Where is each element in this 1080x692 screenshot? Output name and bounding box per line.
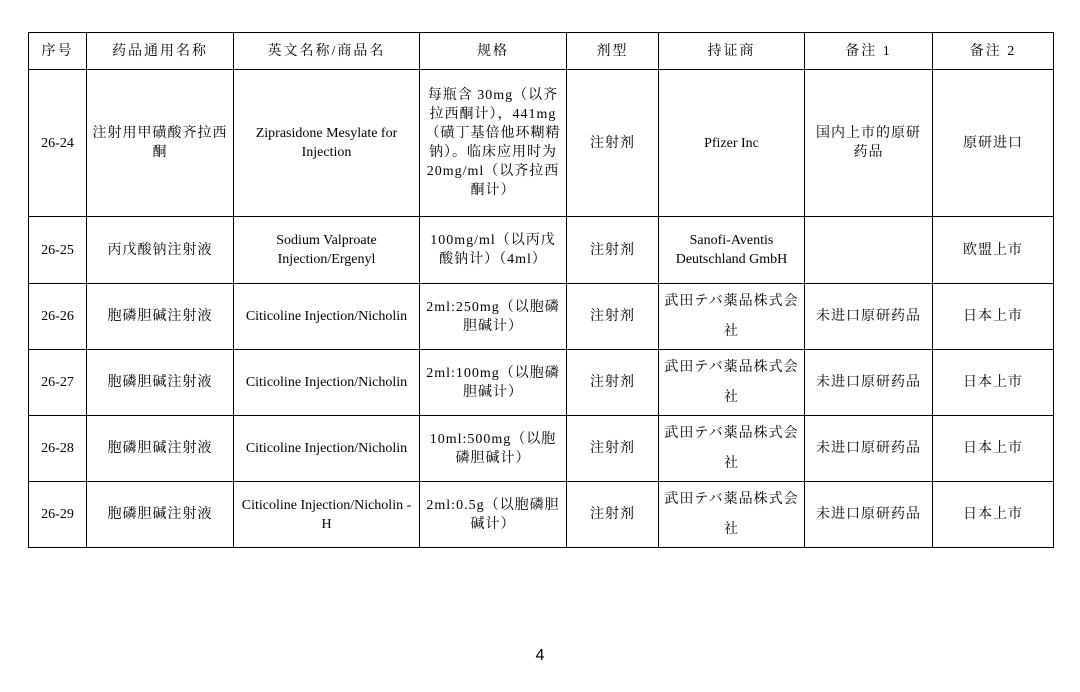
row-english-name: Sodium Valproate Injection/Ergenyl — [234, 217, 420, 284]
row-holder — [659, 416, 805, 482]
row-note1: 未进口原研药品 — [805, 284, 933, 350]
row-holder: Sanofi-Aventis Deutschland GmbH — [659, 217, 805, 284]
row-generic-name: 胞磷胆碱注射液 — [87, 284, 234, 350]
row-english-name: Citicoline Injection/Nicholin -H — [234, 482, 420, 548]
row-id: 26-27 — [29, 350, 87, 416]
table-row — [29, 482, 1054, 548]
row-holder: Pfizer Inc — [659, 70, 805, 217]
row-spec: 2ml:100mg（以胞磷胆碱计） — [420, 350, 567, 416]
table-row — [29, 416, 1054, 482]
row-generic-name: 胞磷胆碱注射液 — [87, 350, 234, 416]
header-cell-note2: 备注 2 — [933, 33, 1054, 70]
row-generic-name: 注射用甲磺酸齐拉西酮 — [87, 70, 234, 217]
row-note1 — [805, 217, 933, 284]
row-id: 26-29 — [29, 482, 87, 548]
row-id: 26-25 — [29, 217, 87, 284]
row-dosage-form: 注射剂 — [567, 350, 659, 416]
drug-table — [28, 32, 1054, 548]
header-cell-note1: 备注 1 — [805, 33, 933, 70]
row-dosage-form: 注射剂 — [567, 217, 659, 284]
row-note2: 日本上市 — [933, 350, 1054, 416]
row-generic-name: 丙戊酸钠注射液 — [87, 217, 234, 284]
row-spec: 10ml:500mg（以胞磷胆碱计） — [420, 416, 567, 482]
row-holder — [659, 350, 805, 416]
row-spec: 每瓶含 30mg（以齐拉西酮计），441mg（磺丁基倍他环糊精钠）。临床应用时为 20mg/ml（以齐拉西酮计） — [420, 70, 567, 217]
row-id: 26-26 — [29, 284, 87, 350]
row-english-name: Citicoline Injection/Nicholin — [234, 284, 420, 350]
header-cell-dosage-form: 剂型 — [567, 33, 659, 70]
row-dosage-form: 注射剂 — [567, 70, 659, 217]
table-row — [29, 217, 1054, 284]
row-dosage-form: 注射剂 — [567, 284, 659, 350]
row-id: 26-24 — [29, 70, 87, 217]
row-id: 26-28 — [29, 416, 87, 482]
row-holder-text: 武田テバ薬品株式会社 — [664, 293, 799, 339]
row-generic-name: 胞磷胆碱注射液 — [87, 416, 234, 482]
table-row — [29, 350, 1054, 416]
header-cell-english-name: 英文名称/商品名 — [234, 33, 420, 70]
row-holder — [659, 482, 805, 548]
row-note1: 国内上市的原研药品 — [805, 70, 933, 217]
row-note1: 未进口原研药品 — [805, 350, 933, 416]
row-spec: 2ml:250mg（以胞磷胆碱计） — [420, 284, 567, 350]
row-english-name: Citicoline Injection/Nicholin — [234, 416, 420, 482]
table-row — [29, 70, 1054, 217]
row-spec: 100mg/ml（以丙戊酸钠计）（4ml） — [420, 217, 567, 284]
row-holder-text: 武田テバ薬品株式会社 — [664, 425, 799, 471]
row-note2: 日本上市 — [933, 482, 1054, 548]
row-dosage-form: 注射剂 — [567, 482, 659, 548]
row-english-name: Citicoline Injection/Nicholin — [234, 350, 420, 416]
row-note2: 欧盟上市 — [933, 217, 1054, 284]
row-holder-text: 武田テバ薬品株式会社 — [664, 491, 799, 537]
table-header-row — [29, 33, 1054, 70]
row-english-name: Ziprasidone Mesylate for Injection — [234, 70, 420, 217]
header-cell-id: 序号 — [29, 33, 87, 70]
header-cell-spec: 规格 — [420, 33, 567, 70]
table-row — [29, 284, 1054, 350]
row-note1: 未进口原研药品 — [805, 482, 933, 548]
row-note2: 日本上市 — [933, 416, 1054, 482]
row-note2: 原研进口 — [933, 70, 1054, 217]
row-holder — [659, 284, 805, 350]
row-note2: 日本上市 — [933, 284, 1054, 350]
row-spec: 2ml:0.5g（以胞磷胆碱计） — [420, 482, 567, 548]
row-dosage-form: 注射剂 — [567, 416, 659, 482]
header-cell-holder: 持证商 — [659, 33, 805, 70]
row-note1: 未进口原研药品 — [805, 416, 933, 482]
row-generic-name: 胞磷胆碱注射液 — [87, 482, 234, 548]
page-number: 4 — [535, 647, 545, 664]
row-holder-text: 武田テバ薬品株式会社 — [664, 359, 799, 405]
header-cell-generic-name: 药品通用名称 — [87, 33, 234, 70]
